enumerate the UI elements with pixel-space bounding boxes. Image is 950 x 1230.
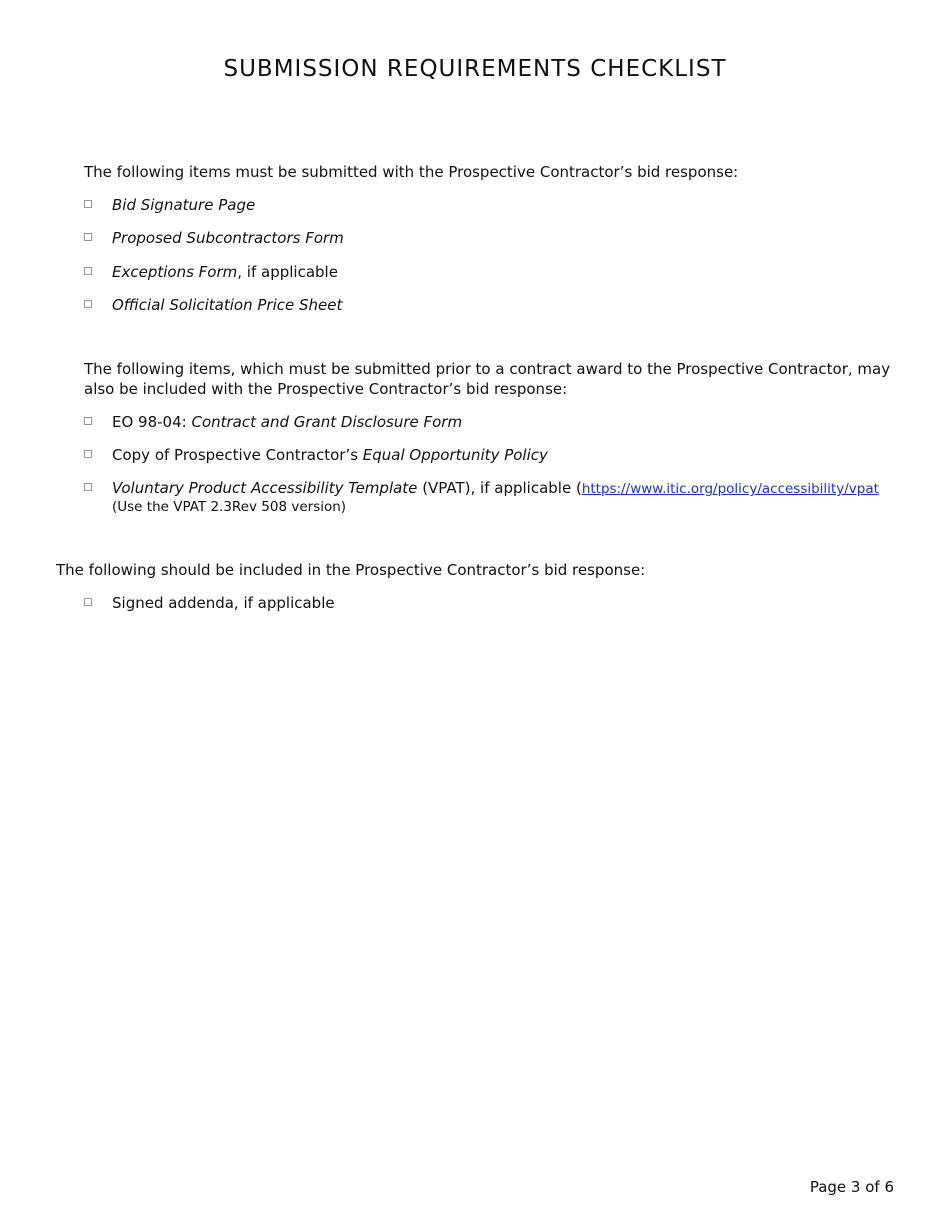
section3-intro: The following should be included in the Prospective Contractor’s bid response: (56, 561, 646, 579)
item-label: Voluntary Product Accessibility Template (112, 479, 418, 497)
checkbox[interactable] (84, 598, 92, 606)
checkbox[interactable] (84, 267, 92, 275)
item-label: Exceptions Form (112, 263, 238, 281)
item-label: Bid Signature Page (112, 196, 256, 214)
page-title: SUBMISSION REQUIREMENTS CHECKLIST (223, 56, 727, 82)
vpat-link[interactable]: https://www.itic.org/policy/accessibility/vpat (581, 481, 879, 497)
item-prefix: Copy of Prospective Contractor’s (112, 446, 363, 464)
checkbox[interactable] (84, 483, 92, 491)
section1-intro: The following items must be submitted with the Prospective Contractor’s bid response: (84, 163, 739, 181)
vpat-version-note: (Use the VPAT 2.3Rev 508 version) (112, 499, 347, 515)
item-label: Contract and Grant Disclosure Form (191, 413, 463, 431)
section2-intro: The following items, which must be submitted prior to a contract award to the Prospective Contractor, may also be included with the Prospective Contractor’s bid response: (84, 360, 891, 398)
item-label: Proposed Subcontractors Form (112, 229, 344, 247)
checkbox[interactable] (84, 417, 92, 425)
item-suffix: , if applicable (237, 263, 338, 281)
checkbox[interactable] (84, 200, 92, 208)
item-label: Signed addenda, if applicable (112, 594, 335, 612)
item-suffix: (VPAT), if applicable ( (417, 479, 582, 497)
checkbox[interactable] (84, 300, 92, 308)
item-prefix: EO 98-04: (112, 413, 192, 431)
checkbox[interactable] (84, 450, 92, 458)
page-number: Page 3 of 6 (809, 1178, 894, 1196)
checkbox[interactable] (84, 233, 92, 241)
item-label: Equal Opportunity Policy (362, 446, 548, 464)
item-label: Official Solicitation Price Sheet (112, 296, 343, 314)
